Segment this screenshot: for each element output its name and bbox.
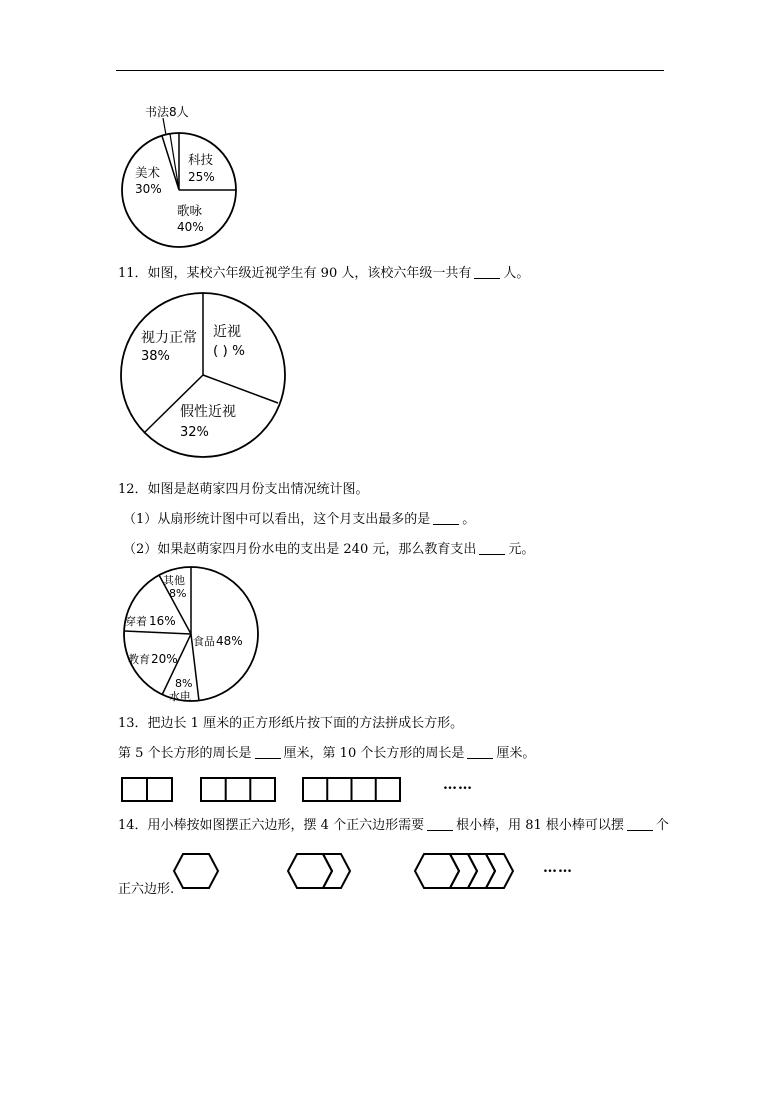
pie2-slice-pct: 32% [180, 425, 209, 440]
q13-text-b: 厘米，第 10 个长方形的周长是 [283, 746, 465, 761]
q12-part2-end: 元。 [508, 542, 535, 557]
q13-text-a: 第 5 个长方形的周长是 [118, 746, 252, 761]
q14-ellipsis: …… [543, 860, 573, 876]
q11-text-end: 人。 [503, 266, 530, 281]
question-14-line2: 正六边形. [118, 882, 175, 897]
answer-blank[interactable] [467, 746, 493, 759]
question-13-line1: 13．把边长 1 厘米的正方形纸片按下面的方法拼成长方形。 [118, 716, 464, 731]
activity-pie-chart [110, 98, 250, 253]
hexagon-3c [468, 854, 495, 888]
question-14-line1 [118, 818, 669, 834]
question-11 [118, 266, 529, 282]
pie3-slice-pct: 20% [151, 652, 178, 666]
pie1-callout-label: 书法8人 [145, 105, 189, 119]
vision-pie-chart [115, 290, 290, 470]
pie1-callout-line [163, 118, 166, 135]
header-rule [116, 70, 664, 71]
rect-3-squares [201, 778, 275, 801]
expense-pie-chart [115, 563, 265, 708]
pie3-slice-pct: 16% [149, 614, 176, 628]
hexagon-1 [174, 854, 218, 888]
pie1-slice-pct: 40% [177, 220, 204, 234]
q14-text-c: 个 [655, 818, 669, 833]
pie1-divider-thin [170, 134, 179, 190]
pie1-slice-pct: 25% [188, 170, 215, 184]
pie2-divider-right [203, 375, 278, 403]
pie3-slice-label: 水电 [169, 690, 191, 703]
pie3-slice-pct: 48% [216, 634, 243, 648]
question-12-title: 12．如图是赵萌家四月份支出情况统计图。 [118, 482, 369, 497]
question-12-part1 [123, 512, 475, 528]
answer-blank[interactable] [427, 818, 453, 831]
hexagons-figure [170, 845, 530, 897]
pie3-slice-pct: 8% [175, 677, 193, 690]
pie1-slice-label: 科技 [188, 152, 214, 167]
pie3-slice-label: 食品 [193, 635, 215, 648]
q13-ellipsis: …… [443, 777, 473, 793]
pie2-slice-pct: 38% [141, 349, 170, 364]
pie3-slice-label: 教育 [128, 653, 150, 666]
answer-blank[interactable] [474, 266, 500, 279]
q14-text-b: 根小棒，用 81 根小棒可以摆 [456, 818, 624, 833]
pie3-divider [125, 631, 191, 634]
q11-text: 11．如图，某校六年级近视学生有 90 人，该校六年级一共有 [118, 266, 472, 281]
question-12-part2 [123, 542, 534, 558]
hexagon-2b [323, 854, 350, 888]
q12-part1-text: （1）从扇形统计图中可以看出，这个月支出最多的是 [123, 512, 431, 527]
pie1-divider-left [162, 136, 179, 190]
q12-part2-text: （2）如果赵萌家四月份水电的支出是 240 元，那么教育支出 [123, 542, 477, 557]
q14-text-a: 14．用小棒按如图摆正六边形，摆 4 个正六边形需要 [118, 818, 425, 833]
answer-blank[interactable] [433, 512, 459, 525]
pie1-slice-label: 歌咏 [177, 203, 203, 218]
hexagon-3b [450, 854, 477, 888]
question-13-line2 [118, 746, 535, 762]
q12-part1-end: 。 [462, 512, 476, 527]
pie1-slice-pct: 30% [135, 182, 162, 196]
pie2-slice-label: 假性近视 [180, 404, 236, 420]
pie2-slice-pct: ( ) % [213, 343, 245, 359]
pie2-slice-label: 视力正常 [141, 330, 197, 346]
q13-text-c: 厘米。 [496, 746, 536, 761]
pie3-slice-label: 穿着 [125, 615, 147, 628]
pie3-slice-label: 其他 [163, 574, 185, 587]
pie2-slice-label: 近视 [213, 324, 241, 340]
pie1-slice-label: 美术 [135, 165, 161, 180]
pie3-slice-pct: 8% [169, 587, 187, 600]
answer-blank[interactable] [479, 542, 505, 555]
hexagon-3d [486, 854, 513, 888]
rectangles-figure [118, 775, 418, 805]
answer-blank[interactable] [627, 818, 653, 831]
answer-blank[interactable] [255, 746, 281, 759]
